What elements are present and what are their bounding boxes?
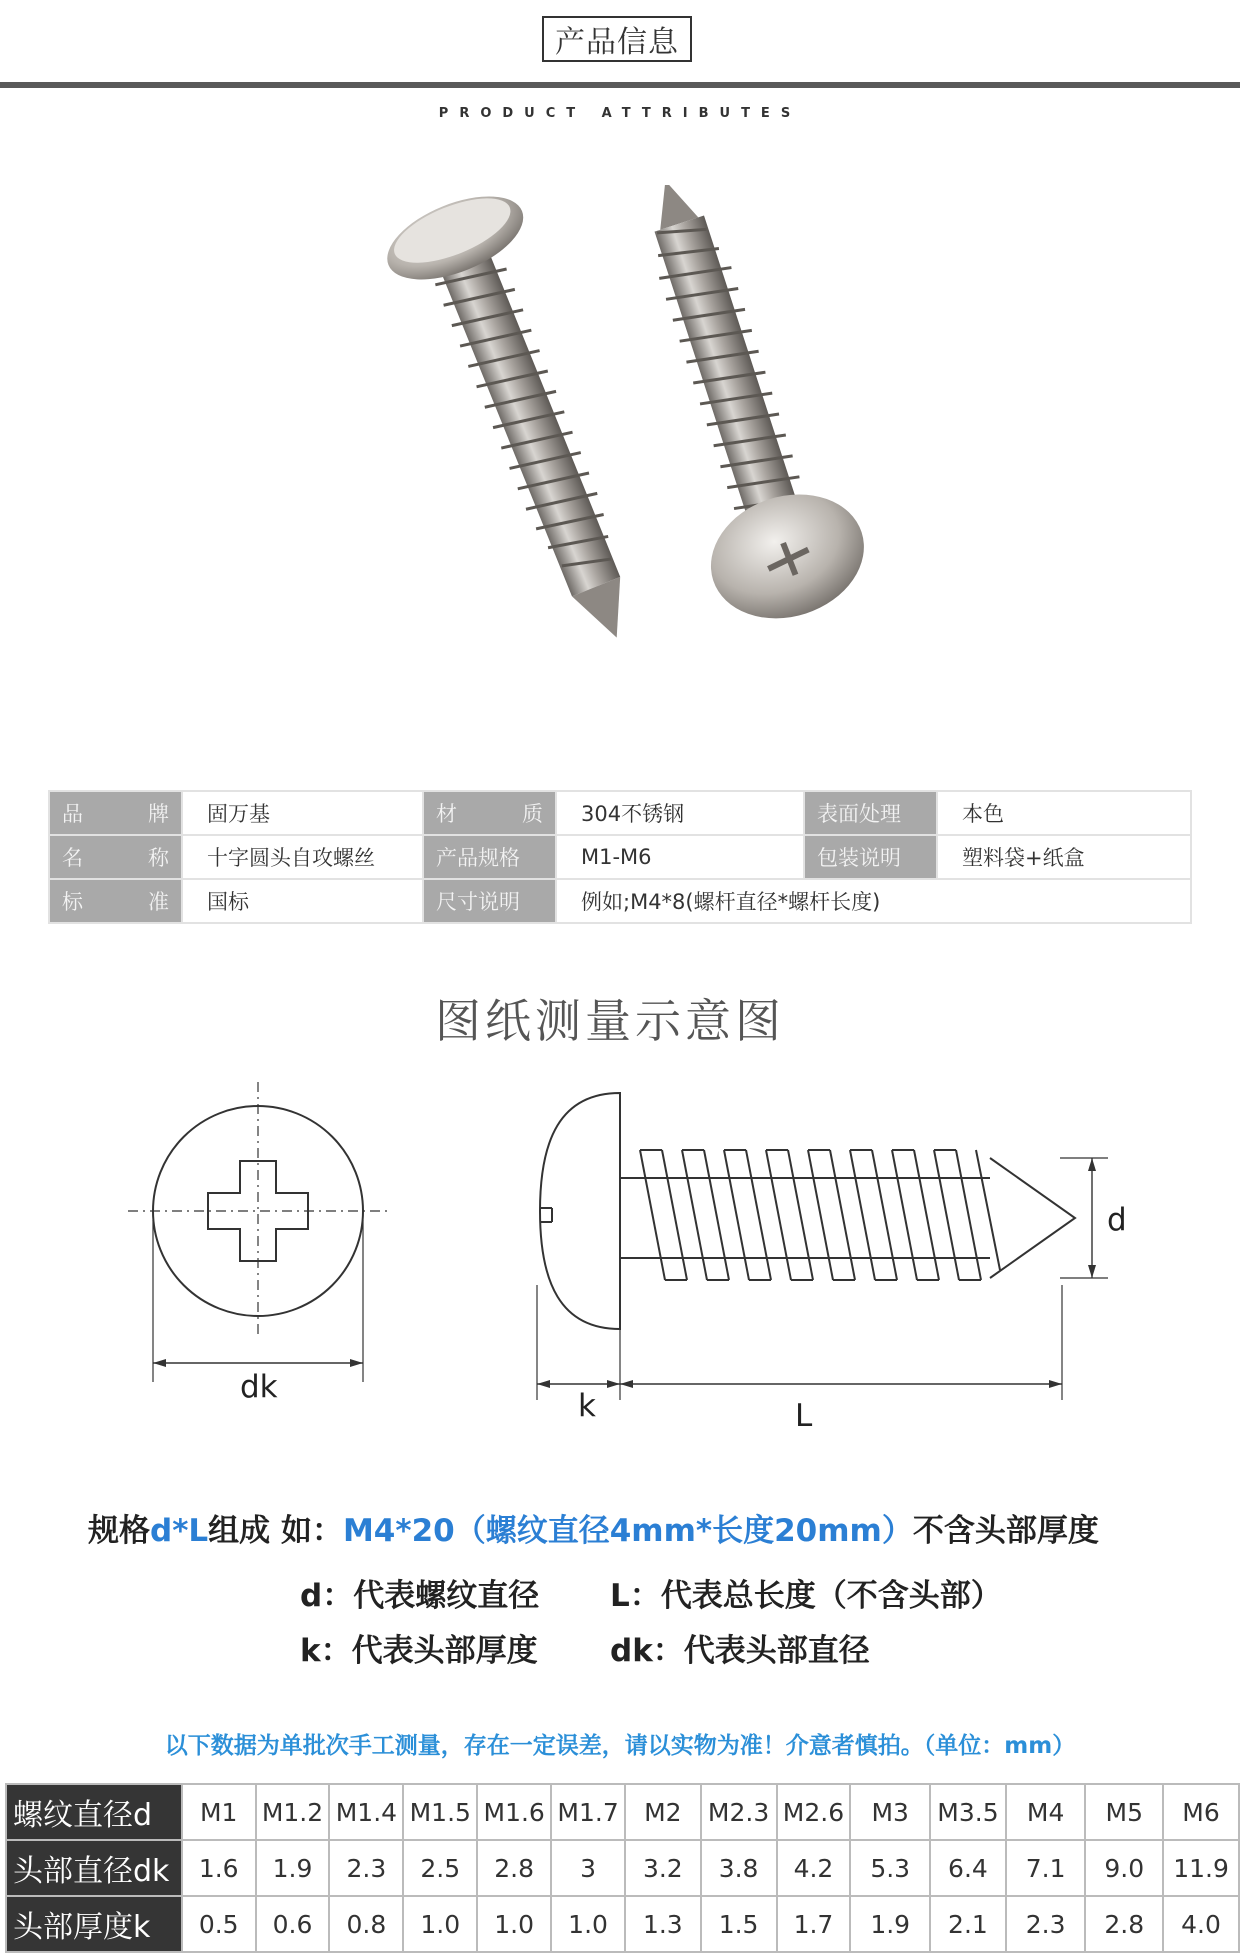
- table-row: [6, 1840, 1239, 1896]
- table-cell: 2.1: [930, 1896, 1006, 1952]
- spec-part: 不含头部厚度: [912, 1513, 1099, 1549]
- table-cell: 0.6: [256, 1896, 330, 1952]
- row-header: 螺纹直径d: [6, 1784, 182, 1840]
- attr-value-brand: 固万基: [182, 791, 423, 835]
- table-cell: 4.2: [777, 1840, 851, 1896]
- table-cell: 2.3: [1006, 1896, 1086, 1952]
- table-cell: M5: [1085, 1784, 1163, 1840]
- table-cell: M1.7: [551, 1784, 625, 1840]
- table-cell: 2.8: [1085, 1896, 1163, 1952]
- size-table: [5, 1783, 1240, 1953]
- attr-key-spec: 产品规格: [423, 835, 556, 879]
- measurement-diagram: [0, 1070, 1240, 1440]
- legend-k: k：代表头部厚度: [300, 1633, 538, 1669]
- table-cell: 2.5: [403, 1840, 477, 1896]
- table-cell: M3.5: [930, 1784, 1006, 1840]
- attr-key-size-note: 尺寸说明: [423, 879, 556, 923]
- attr-key-label: 材 质: [436, 802, 543, 826]
- table-cell: 6.4: [930, 1840, 1006, 1896]
- screw-photo-left: [376, 185, 684, 665]
- table-cell: M2.6: [777, 1784, 851, 1840]
- table-cell: M1.6: [477, 1784, 551, 1840]
- table-cell: M2.3: [701, 1784, 777, 1840]
- attr-value-spec: M1-M6: [556, 835, 804, 879]
- product-photo: [340, 185, 900, 705]
- attr-key-surface: 表面处理: [804, 791, 937, 835]
- table-row: [49, 835, 1191, 879]
- table-cell: M6: [1163, 1784, 1239, 1840]
- attr-value-size-note: 例如;M4*8(螺杆直径*螺杆长度): [556, 879, 1191, 923]
- table-cell: 1.6: [182, 1840, 256, 1896]
- attr-key-standard: [49, 879, 182, 923]
- table-cell: 2.8: [477, 1840, 551, 1896]
- table-cell: 4.0: [1163, 1896, 1239, 1952]
- spec-part: 组成 如：: [208, 1513, 343, 1549]
- label-d: d: [1107, 1202, 1127, 1238]
- table-cell: 1.0: [551, 1896, 625, 1952]
- spec-part: 规格: [88, 1513, 150, 1549]
- attr-key-material: [423, 791, 556, 835]
- attr-key-label: 名 称: [62, 846, 169, 870]
- spec-description: [88, 1505, 1099, 1550]
- row-header: 头部直径dk: [6, 1840, 182, 1896]
- table-cell: 0.5: [182, 1896, 256, 1952]
- table-cell: 1.9: [256, 1840, 330, 1896]
- table-cell: 1.0: [477, 1896, 551, 1952]
- table-cell: M1: [182, 1784, 256, 1840]
- section-subtitle: PRODUCT ATTRIBUTES: [438, 106, 802, 121]
- spec-example: M4*20（螺纹直径4mm*长度20mm）: [342, 1513, 913, 1549]
- table-cell: M1.4: [329, 1784, 403, 1840]
- spec-formula: d*L: [150, 1513, 209, 1549]
- table-cell: 7.1: [1006, 1840, 1086, 1896]
- attr-key-label: 品 牌: [62, 802, 169, 826]
- screw-photo-right: [591, 185, 880, 638]
- attr-value-surface: 本色: [937, 791, 1191, 835]
- attr-key-name: [49, 835, 182, 879]
- table-cell: 3: [551, 1840, 625, 1896]
- table-cell: M3: [850, 1784, 930, 1840]
- table-row: [49, 879, 1191, 923]
- attr-value-standard: 国标: [182, 879, 423, 923]
- label-L: L: [795, 1398, 813, 1434]
- attr-key-label: 标 准: [62, 890, 169, 914]
- table-cell: M2: [625, 1784, 701, 1840]
- attr-value-material: 304不锈钢: [556, 791, 804, 835]
- attr-key-brand: [49, 791, 182, 835]
- attr-key-packaging: 包装说明: [804, 835, 937, 879]
- table-row: [6, 1784, 1239, 1840]
- measurement-note: 以下数据为单批次手工测量，存在一定误差，请以实物为准！介意者慎拍。（单位：mm）: [164, 1733, 1076, 1759]
- attr-value-packaging: 塑料袋+纸盒: [937, 835, 1191, 879]
- table-cell: M4: [1006, 1784, 1086, 1840]
- table-cell: 5.3: [850, 1840, 930, 1896]
- legend-L: L：代表总长度（不含头部）: [610, 1578, 1002, 1614]
- table-cell: 1.7: [777, 1896, 851, 1952]
- table-cell: 11.9: [1163, 1840, 1239, 1896]
- attr-value-name: 十字圆头自攻螺丝: [182, 835, 423, 879]
- table-cell: 9.0: [1085, 1840, 1163, 1896]
- table-row: [49, 791, 1191, 835]
- table-cell: 3.8: [701, 1840, 777, 1896]
- table-cell: 2.3: [329, 1840, 403, 1896]
- table-cell: 3.2: [625, 1840, 701, 1896]
- divider: [0, 82, 1240, 88]
- row-header: 头部厚度k: [6, 1896, 182, 1952]
- table-row: [6, 1896, 1239, 1952]
- label-k: k: [578, 1388, 596, 1424]
- table-cell: 1.0: [403, 1896, 477, 1952]
- table-cell: 0.8: [329, 1896, 403, 1952]
- section-title: 产品信息: [542, 16, 692, 62]
- table-cell: 1.3: [625, 1896, 701, 1952]
- table-cell: M1.5: [403, 1784, 477, 1840]
- table-cell: M1.2: [256, 1784, 330, 1840]
- legend-d: d：代表螺纹直径: [300, 1578, 540, 1614]
- thread-lines: [640, 1150, 1000, 1280]
- table-cell: 1.5: [701, 1896, 777, 1952]
- table-cell: 1.9: [850, 1896, 930, 1952]
- attribute-table: [48, 790, 1192, 924]
- legend-dk: dk：代表头部直径: [610, 1633, 870, 1669]
- diagram-title: 图纸测量示意图: [435, 994, 785, 1048]
- label-dk: dk: [240, 1369, 278, 1405]
